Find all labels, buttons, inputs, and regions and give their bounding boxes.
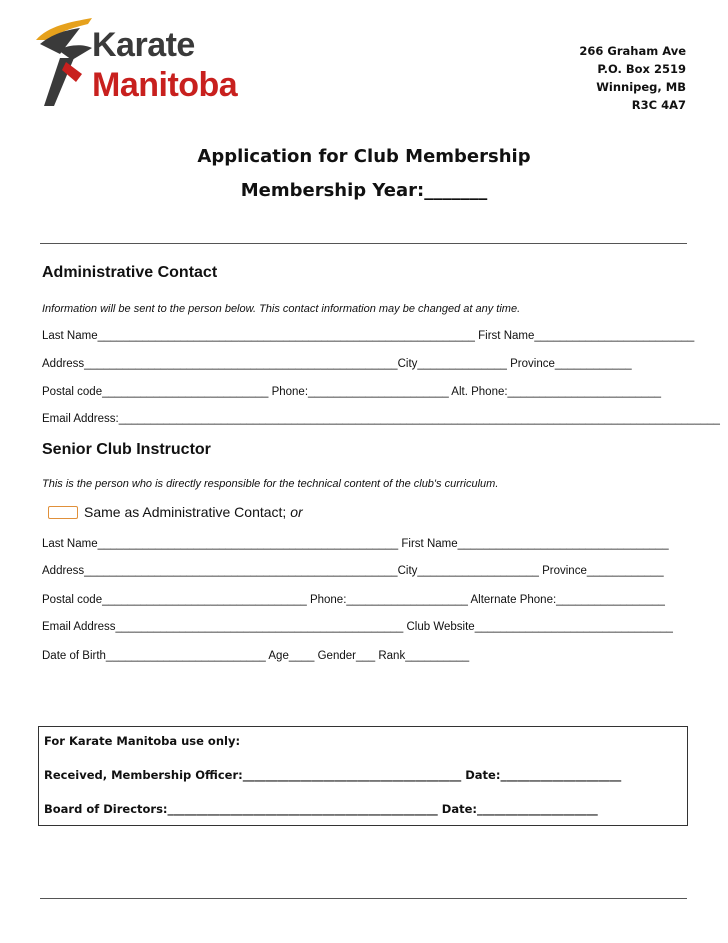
footer-divider: [40, 898, 687, 899]
board-of-directors-field[interactable]: Board of Directors:_______________________________________________ Date:_____________________: [44, 802, 598, 816]
address-line: R3C 4A7: [631, 98, 686, 112]
address-line: 266 Graham Ave: [579, 44, 686, 58]
logo-line-manitoba: Manitoba: [92, 66, 238, 104]
address-line: Winnipeg, MB: [596, 80, 686, 94]
instructor-postal-phone-fields[interactable]: Postal code________________________________ Phone:___________________ Alternate Phone:_________________: [42, 594, 665, 606]
logo-line-karate: Karate: [92, 26, 195, 64]
senior-instructor-note: This is the person who is directly responsible for the technical content of the club's curriculum.: [42, 478, 499, 490]
office-use-heading: For Karate Manitoba use only:: [44, 734, 241, 748]
instructor-name-fields[interactable]: Last Name_______________________________________________ First Name_________________________________: [42, 538, 669, 550]
admin-contact-heading: Administrative Contact: [42, 264, 218, 281]
instructor-email-website-fields[interactable]: Email Address_____________________________________________ Club Website_______________________________: [42, 621, 673, 633]
same-as-admin-checkbox[interactable]: [48, 506, 78, 519]
karate-figure-icon: [30, 14, 100, 114]
received-by-field[interactable]: Received, Membership Officer:______________________________________ Date:_____________________: [44, 768, 622, 782]
form-title: Application for Club Membership: [197, 146, 531, 167]
same-as-text: Same as Administrative Contact;: [84, 504, 287, 520]
admin-contact-note: Information will be sent to the person below. This contact information may be changed at any time.: [42, 303, 521, 315]
mailing-address: [579, 42, 686, 114]
instructor-dob-fields[interactable]: Date of Birth_________________________ Age____ Gender___ Rank__________: [42, 650, 470, 662]
instructor-address-fields[interactable]: Address_________________________________________________City___________________ Province____________: [42, 565, 664, 577]
admin-postal-phone-fields[interactable]: Postal code__________________________ Phone:______________________ Alt. Phone:________________________: [42, 386, 662, 398]
admin-email-field[interactable]: Email Address:______________________________________________________________________________________________: [42, 413, 720, 425]
admin-name-fields[interactable]: Last Name___________________________________________________________ First Name_________________________: [42, 330, 695, 342]
divider: [40, 243, 687, 244]
membership-year-field[interactable]: Membership Year:_______: [240, 180, 488, 201]
karate-manitoba-logo: [30, 14, 250, 114]
admin-address-fields[interactable]: Address_________________________________________________City______________ Province____________: [42, 358, 632, 370]
senior-instructor-heading: Senior Club Instructor: [42, 441, 211, 458]
or-text: or: [290, 504, 303, 520]
same-as-admin-label: [84, 504, 303, 520]
address-line: P.O. Box 2519: [597, 62, 686, 76]
